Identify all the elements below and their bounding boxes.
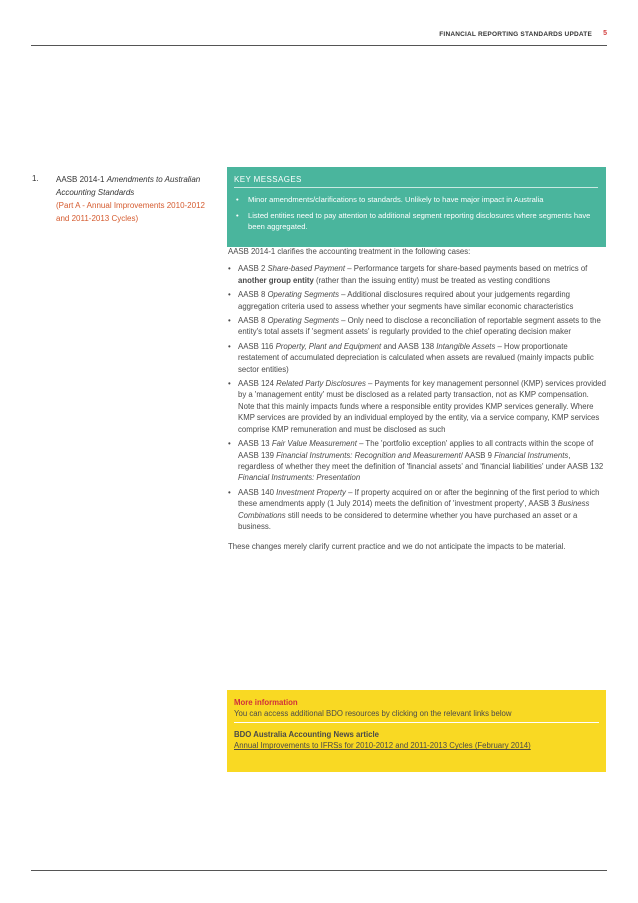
- news-article-link[interactable]: Annual Improvements to IFRSs for 2010-2012 and 2011-2013 Cycles (February 2014): [234, 741, 531, 751]
- section-title-prefix: AASB 2014-1: [56, 175, 107, 184]
- header-title: FINANCIAL REPORTING STANDARDS UPDATE: [439, 31, 592, 38]
- news-article-heading: BDO Australia Accounting News article: [234, 729, 379, 739]
- page-number: 5: [603, 30, 607, 37]
- top-divider: [31, 45, 607, 46]
- list-item: • AASB 140 Investment Property – If property acquired on or after the beginning of the first period to which these amendments apply (1 July 2014) meets the definition of 'investment property', AASB 3 Business Combinations still needs to be considered to determine whether you have purchased an asset or a business.: [228, 487, 606, 533]
- amendments-list: [228, 263, 606, 532]
- section-number: 1.: [32, 174, 39, 183]
- list-item: • AASB 8 Operating Segments – Only need to disclose a reconciliation of reportable segment assets to the entity's total assets if 'segment assets' is regularly provided to the chief operating decision maker: [228, 315, 606, 338]
- list-item: • AASB 2 Share-based Payment – Performance targets for share-based payments based on metrics of another group entity (rather than the issuing entity) must be treated as vesting conditions: [228, 263, 606, 286]
- key-message-item: • Minor amendments/clarifications to standards. Unlikely to have major impact in Australia: [234, 194, 598, 206]
- section-title-italic: Amendments to Australian Accounting Standards: [56, 175, 201, 197]
- list-item: • AASB 13 Fair Value Measurement – The 'portfolio exception' applies to all contracts within the scope of AASB 139 Financial Instruments: Recognition and Measurement/ AASB 9 Financial Instruments, regardless of whether they meet the definition of 'financial assets' and 'financial liabilities' under AASB 132 Financial Instruments: Presentation: [228, 438, 606, 484]
- more-info-divider: [234, 722, 599, 723]
- list-item: • AASB 124 Related Party Disclosures – Payments for key management personnel (KMP) services provided by a 'management entity' must be disclosed as a related party transaction, not as KMP compensation. Note that this mainly impacts funds where a responsible entity provides KMP services generally. Where KMP services are provided by an individual employed by the entity, via a service company, KMP services comprise KMP remuneration and must be disclosed as such: [228, 378, 606, 435]
- key-messages-heading: KEY MESSAGES: [234, 175, 598, 188]
- more-info-text: You can access additional BDO resources by clicking on the relevant links below: [234, 709, 512, 719]
- list-item: • AASB 116 Property, Plant and Equipment and AASB 138 Intangible Assets – How proportionate restatement of accumulated depreciation is calculated when assets are revalued (mainly impacts public sector entities): [228, 341, 606, 375]
- section-title: [56, 173, 216, 225]
- body-outro: These changes merely clarify current practice and we do not anticipate the impacts to be material.: [228, 542, 566, 552]
- key-message-item: • Listed entities need to pay attention to additional segment reporting disclosures where segments have been aggregated.: [234, 210, 598, 233]
- bottom-divider: [31, 870, 607, 871]
- key-messages-list: [234, 194, 598, 233]
- list-item: • AASB 8 Operating Segments – Additional disclosures required about your judgements regarding aggregation criteria used to assess whether your segments have similar economic characteristics: [228, 289, 606, 312]
- more-info-title: More information: [234, 698, 298, 707]
- key-messages-box: [227, 167, 606, 247]
- body-content: [228, 246, 606, 553]
- body-intro: AASB 2014-1 clarifies the accounting treatment in the following cases:: [228, 247, 471, 256]
- more-info-box: [227, 690, 606, 772]
- section-subtitle: (Part A - Annual Improvements 2010-2012 and 2011-2013 Cycles): [56, 201, 205, 223]
